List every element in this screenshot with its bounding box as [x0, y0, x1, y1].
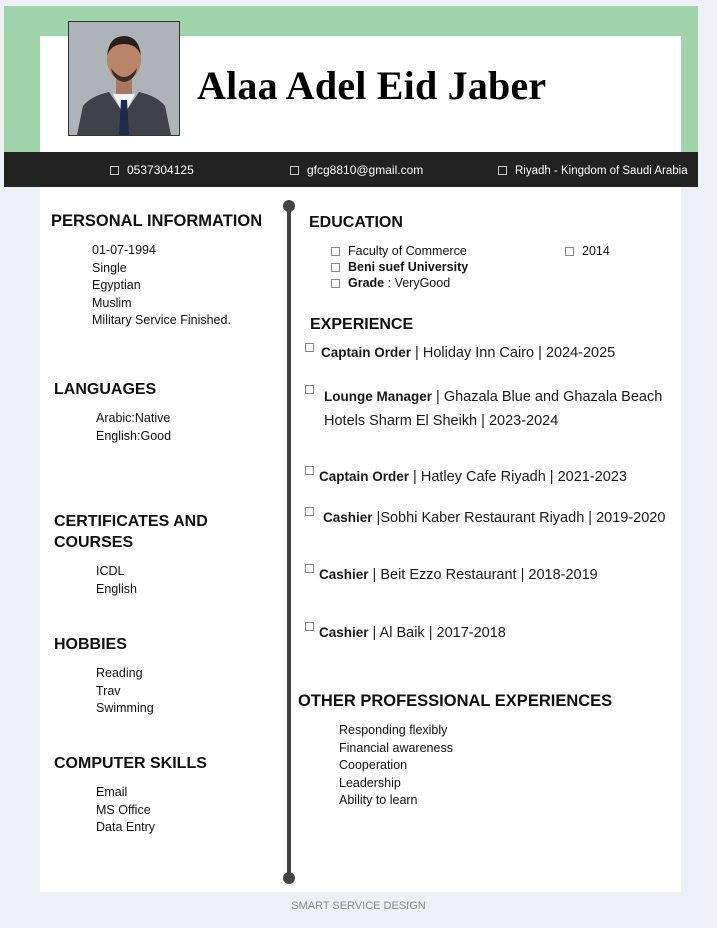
certificates-list	[96, 563, 137, 598]
checkbox-icon	[331, 263, 340, 272]
list-item: Egyptian	[92, 278, 141, 292]
list-item: Data Entry	[96, 820, 156, 834]
list-item: Responding flexibly	[339, 723, 448, 737]
experience-item	[305, 466, 627, 485]
personal-info-list	[92, 242, 231, 330]
experience-item	[305, 343, 615, 361]
experience-detail-line2: Hotels Sharm El Sheikh | 2023-2024	[324, 413, 559, 429]
computer-skills-heading: COMPUTER SKILLS	[54, 755, 207, 772]
email-icon	[290, 166, 299, 175]
certificates-heading-line2: COURSES	[54, 534, 134, 551]
list-item: ICDL	[96, 564, 125, 578]
education-block	[331, 243, 468, 291]
person-portrait-icon	[69, 22, 179, 135]
languages-heading: LANGUAGES	[54, 381, 157, 398]
list-item: Financial awareness	[339, 740, 453, 755]
checkbox-icon	[305, 466, 314, 475]
list-item: MS Office	[96, 802, 151, 817]
experience-role: Cashier	[319, 625, 369, 640]
grade-label: Grade	[348, 276, 385, 290]
experience-role: Captain Order	[319, 469, 410, 484]
contact-location	[498, 163, 688, 177]
experience-heading: EXPERIENCE	[310, 316, 414, 333]
profile-photo	[68, 21, 180, 136]
list-item: Military Service Finished.	[92, 313, 231, 327]
checkbox-icon	[331, 279, 340, 288]
timeline-top-dot	[283, 200, 295, 212]
list-item: Leadership	[339, 775, 401, 790]
other-experiences-heading: OTHER PROFESSIONAL EXPERIENCES	[298, 692, 613, 710]
experience-detail: | Hatley Cafe Riyadh | 2021-2023	[409, 469, 627, 485]
list-item: Ability to learn	[339, 793, 418, 807]
education-university	[331, 259, 468, 275]
education-year	[565, 244, 610, 258]
certificates-heading: CERTIFICATES AND	[54, 513, 208, 530]
contact-email[interactable]	[290, 163, 423, 177]
checkbox-icon	[305, 385, 314, 394]
location-text: Riyadh - Kingdom of Saudi Arabia	[515, 165, 688, 177]
grade-value: : VeryGood	[387, 276, 451, 290]
location-icon	[498, 166, 507, 175]
footer-credit: SMART SERVICE DESIGN	[291, 900, 426, 912]
computer-skills-list	[96, 784, 155, 837]
list-item: 01-07-1994	[92, 243, 156, 257]
other-experiences-list	[339, 722, 453, 810]
contact-bar	[4, 152, 698, 187]
list-item: English	[96, 581, 137, 596]
timeline-bottom-dot	[283, 872, 295, 884]
list-item: Swimming	[96, 701, 154, 715]
experience-item	[305, 385, 662, 433]
experience-detail: | Holiday Inn Cairo | 2024-2025	[411, 345, 616, 361]
experience-role: Cashier	[323, 510, 373, 525]
checkbox-icon	[305, 564, 314, 573]
list-item: Single	[92, 260, 127, 275]
list-item: Email	[96, 785, 128, 799]
checkbox-icon	[331, 247, 340, 256]
experience-role: Cashier	[319, 567, 369, 582]
hobbies-list	[96, 665, 154, 718]
personal-info-heading: PERSONAL INFORMATION	[51, 212, 263, 230]
education-heading: EDUCATION	[309, 214, 403, 231]
hobbies-heading: HOBBIES	[54, 636, 127, 653]
timeline-line	[287, 206, 291, 878]
year-text: 2014	[582, 244, 610, 258]
education-faculty	[331, 243, 468, 259]
checkbox-icon	[305, 343, 314, 352]
list-item: Trav	[96, 683, 121, 698]
phone-text: 0537304125	[127, 163, 194, 177]
phone-icon	[110, 166, 119, 175]
experience-detail: | Ghazala Blue and Ghazala Beach	[432, 389, 663, 405]
experience-item	[305, 622, 506, 641]
email-text: gfcg8810@gmail.com	[307, 163, 424, 177]
list-item: English:Good	[96, 428, 172, 443]
list-item: Muslim	[92, 295, 132, 310]
experience-detail: | Al Baik | 2017-2018	[368, 625, 506, 641]
list-item: Cooperation	[339, 758, 408, 772]
list-item: Arabic:Native	[96, 411, 171, 425]
languages-list	[96, 410, 171, 445]
faculty-text: Faculty of Commerce	[348, 244, 467, 258]
experience-detail: |Sobhi Kaber Restaurant Riyadh | 2019-2020	[372, 510, 666, 526]
list-item: Reading	[96, 666, 143, 680]
experience-role: Lounge Manager	[324, 389, 433, 404]
candidate-name: Alaa Adel Eid Jaber	[197, 63, 547, 108]
university-text: Beni suef University	[348, 260, 469, 274]
checkbox-icon	[305, 507, 314, 516]
education-grade	[331, 275, 468, 291]
experience-item	[305, 507, 665, 526]
checkbox-icon	[565, 247, 574, 256]
experience-detail: | Beit Ezzo Restaurant | 2018-2019	[368, 567, 598, 583]
checkbox-icon	[305, 622, 314, 631]
experience-role: Captain Order	[321, 345, 412, 360]
experience-item	[305, 564, 598, 583]
contact-phone[interactable]	[110, 163, 194, 177]
